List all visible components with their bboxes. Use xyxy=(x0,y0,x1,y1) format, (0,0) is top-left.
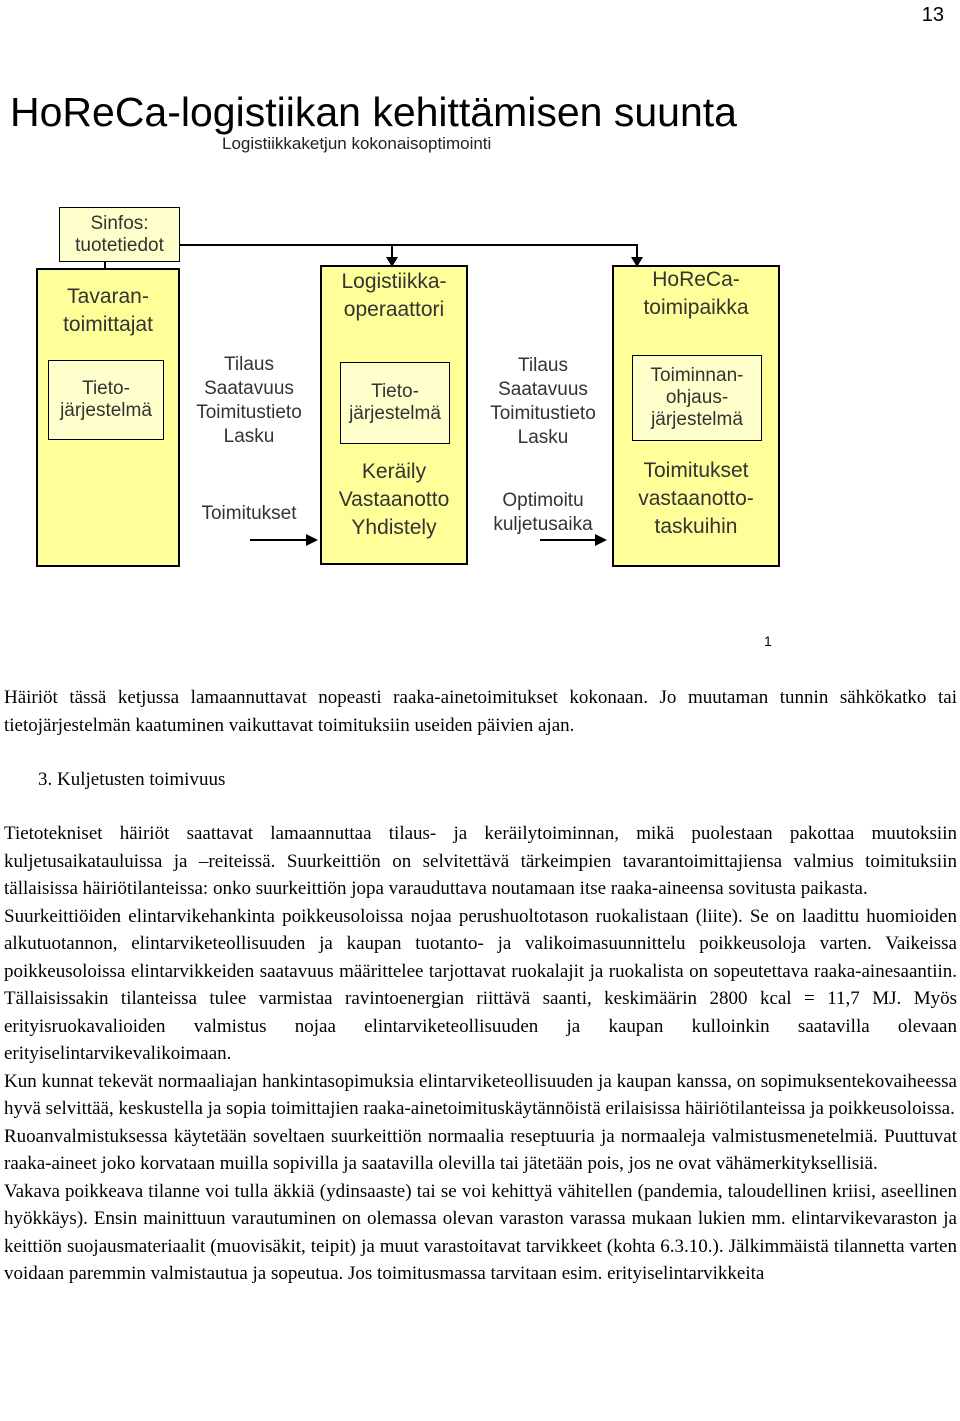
body-paragraph-2: Suurkeittiöiden elintarvikehankinta poikkeusoloissa nojaa perushuoltotason ruokalistaan (liite). Se on laadittu huomioiden alkutuotannon, elintarviketeollisuuden ja kaupan tuotanto- ja valikoimasuunnittelu poikkeusoloja varten. Vaikeissa poikkeusoloissa elintarvikkeiden saatavuus määrittelee tarjottavat ruokalajit ja ruokalista on sopeutettava raaka-ainesaantiin. Tällaisissakin tilanteissa tulee varmistaa ravintoenergian riittävä saanti, keskimäärin 2800 kcal = 11,7 MJ. Myös erityisruokavalioiden valmistus nojaa elintarviketeollisuuden ja kaupan kulloinkin saatavilla olevaan erityiselintarvikevalikoimaan. xyxy=(4,905,957,1064)
body-paragraph-1: Tietotekniset häiriöt saattavat lamaannuttaa tilaus- ja keräilytoiminnan, mikä puolestaan pakottaa muutoksiin kuljetusaikatauluissa ja –reiteissä. Suurkeittiön on selvitettävä tärkeimpien tavarantoimittajiensa valmius toimituksiin tällaisissa häiriötilanteissa: onko suurkeittiön jopa varauduttava noutamaan itse raaka-aineensa sovitusta paikasta. xyxy=(4,823,957,899)
supplier-system-box xyxy=(48,360,164,440)
supplier-title-line-1: Tavaran- xyxy=(67,285,149,308)
flow2-info-line-3: Toimitustieto xyxy=(490,403,596,424)
supplier-title-line-2: toimittajat xyxy=(63,313,153,336)
operator-system-line-2: järjestelmä xyxy=(349,403,441,424)
flow2-info-line-4: Lasku xyxy=(517,427,569,448)
flow1-delivery: Toimitukset xyxy=(201,503,297,524)
flow1-info-line-4: Lasku xyxy=(223,426,275,447)
body-paragraph-3: Kun kunnat tekevät normaaliajan hankintasopimuksia elintarviketeollisuuden ja kaupan kanssa, on sopimuksentekovaiheessa hyvä selvittää, keskustella ja sopia toimittajien raaka-ainetoimituskäytännöistä erilaisissa häiriötilanteissa ja poikkeusoloissa. xyxy=(4,1070,957,1119)
operator-title-line-1: Logistiikka- xyxy=(341,270,447,293)
body-text xyxy=(4,820,957,1288)
sinfos-box xyxy=(59,207,180,262)
horeca-title-line-1: HoReCa- xyxy=(652,268,740,291)
operator-task-1: Keräily xyxy=(361,460,427,483)
horeca-title-line-2: toimipaikka xyxy=(643,296,749,319)
flow2-delivery xyxy=(472,488,614,538)
intro-paragraph xyxy=(4,684,957,739)
flow2-delivery-line-2: kuljetusaika xyxy=(493,514,593,535)
supplier-title xyxy=(36,283,180,339)
page-number: 13 xyxy=(921,4,944,26)
flow2-delivery-line-1: Optimoitu xyxy=(502,490,584,511)
slide-footnote: 1 xyxy=(764,633,772,649)
flow2-info xyxy=(472,353,614,451)
operator-tasks xyxy=(320,458,468,542)
horeca-system-line-2: ohjaus- xyxy=(665,387,729,408)
sinfos-line-1: Sinfos: xyxy=(90,212,149,234)
flow1-info xyxy=(182,352,316,450)
flow1-info-line-1: Tilaus xyxy=(224,354,274,375)
intro-text: Häiriöt tässä ketjussa lamaannuttavat nopeasti raaka-ainetoimitukset kokonaan. Jo muutaman tunnin sähkökatko tai tietojärjestelmän kaatuminen vaikuttavat toimituksiin useiden päivien ajan. xyxy=(4,687,957,736)
horeca-deliveries-line-2: vastaanotto- xyxy=(638,487,754,510)
operator-title xyxy=(320,268,468,324)
slide-subtitle: Logistiikkaketjun kokonaisoptimointi xyxy=(222,134,492,153)
body-paragraph-5: Vakava poikkeava tilanne voi tulla äkkiä (ydinsaaste) tai se voi kehittyä vähitellen (pandemia, taloudellinen kriisi, aseellinen hyökkäys). Ensin mainittuun varautuminen on olemassa olevan varaston varassa mukaan lukien mm. elintarvikevaraston ja keittiön suojausmateriaalit (muovisäkit, teipit) ja muut varastoitavat tarvikkeet (kohta 6.3.10.). Jälkimmäistä tilannetta varten voidaan paremmin valmistautua ja sopeutua. Jos toimitusmassa tarvitaan esim. erityiselintarvikkeita xyxy=(4,1180,957,1284)
horeca-deliveries-line-1: Toimitukset xyxy=(643,459,749,482)
horeca-deliveries xyxy=(612,457,780,541)
horeca-deliveries-line-3: taskuihin xyxy=(654,515,738,538)
section-heading: 3. Kuljetusten toimivuus xyxy=(38,769,226,790)
operator-system-line-1: Tieto- xyxy=(371,381,419,402)
flow2-info-line-2: Saatavuus xyxy=(498,379,588,400)
supplier-system-line-2: järjestelmä xyxy=(60,400,152,421)
supplier-system-line-1: Tieto- xyxy=(82,378,130,399)
horeca-system-line-1: Toiminnan- xyxy=(650,365,744,386)
flow1-info-line-2: Saatavuus xyxy=(204,378,294,399)
horeca-system-box xyxy=(632,355,762,441)
operator-task-2: Vastaanotto xyxy=(338,488,450,511)
body-paragraph-4: Ruoanvalmistuksessa käytetään soveltaen suurkeittiön normaalia reseptuuria ja normaaleja valmistusmenetelmiä. Puuttuvat raaka-aineet joko korvataan muilla sopivilla ja saatavilla olevilla tai jätetään pois, jos ne ovat vähämerkityksellisiä. xyxy=(4,1125,957,1174)
flow2-info-line-1: Tilaus xyxy=(518,355,568,376)
horeca-title xyxy=(612,266,780,322)
operator-title-line-2: operaattori xyxy=(343,298,445,321)
flow1-info-line-3: Toimitustieto xyxy=(196,402,302,423)
operator-task-3: Yhdistely xyxy=(351,516,437,539)
sinfos-line-2: tuotetiedot xyxy=(75,234,164,256)
operator-system-box xyxy=(340,362,450,444)
horeca-system-line-3: järjestelmä xyxy=(651,409,743,430)
slide-title: HoReCa-logistiikan kehittämisen suunta xyxy=(10,89,737,135)
